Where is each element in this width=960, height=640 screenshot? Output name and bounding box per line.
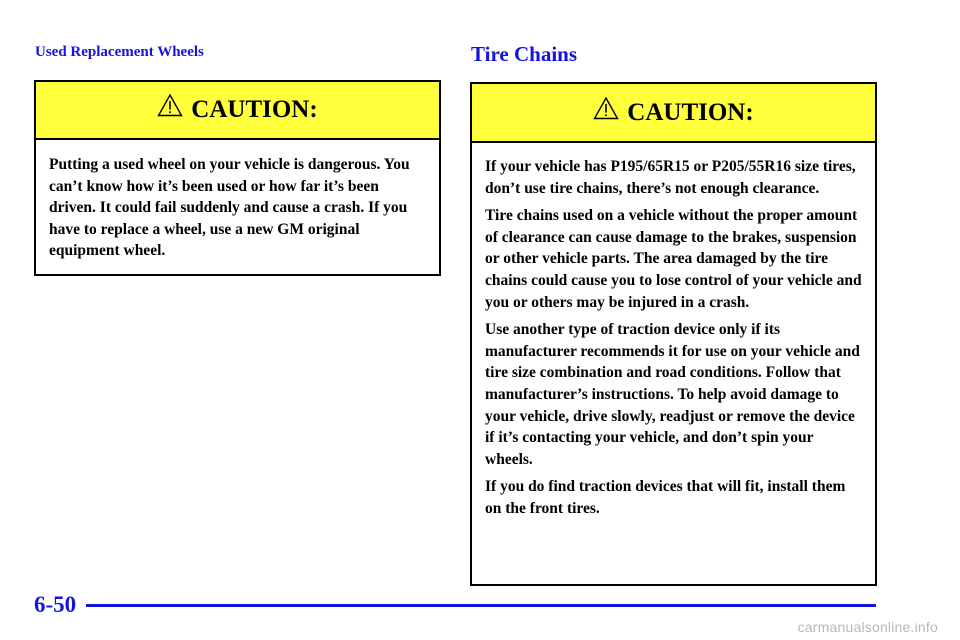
- caution-box-tire-chains: [470, 82, 877, 586]
- caution-paragraph: Putting a used wheel on your vehicle is dangerous. You can’t know how it’s been used or how far it’s been driven. It could fail suddenly and cause a crash. If you have to replace a wheel, use a new GM original equipment wheel.: [49, 156, 410, 260]
- section-heading-tire-chains: Tire Chains: [471, 42, 578, 66]
- page-number: 6-50: [34, 592, 77, 617]
- warning-triangle-icon: [593, 96, 619, 120]
- caution-paragraph: Tire chains used on a vehicle without the proper amount of clearance can cause damage to the brakes, suspension or other vehicle parts. The area damaged by the tire chains could cause you to lose control of your vehicle and you or others may be injured in a crash.: [485, 207, 862, 311]
- caution-header: [472, 84, 875, 143]
- caution-title: CAUTION:: [191, 96, 318, 123]
- caution-title: CAUTION:: [627, 98, 754, 126]
- caution-body: [472, 143, 875, 536]
- caution-header: [36, 82, 439, 140]
- caution-body: [36, 140, 439, 278]
- watermark: carmanualsonline.info: [797, 619, 938, 635]
- section-heading-used-replacement-wheels: Used Replacement Wheels: [35, 44, 204, 60]
- caution-paragraph: If you do find traction devices that will fit, install them on the front tires.: [485, 478, 846, 517]
- caution-box-wheels: [34, 80, 441, 276]
- caution-paragraph: Use another type of traction device only if its manufacturer recommends it for use on your vehicle and tire size combination and road conditions. Follow that manufacturer’s instructions. To help avoid damage to your vehicle, drive slowly, readjust or remove the device if it’s contacting your vehicle, and don’t spin your wheels.: [485, 321, 860, 468]
- caution-paragraph: If your vehicle has P195/65R15 or P205/55R16 size tires, don’t use tire chains, there’s not enough clearance.: [485, 158, 856, 197]
- warning-triangle-icon: [157, 93, 183, 117]
- footer-rule: [86, 604, 876, 607]
